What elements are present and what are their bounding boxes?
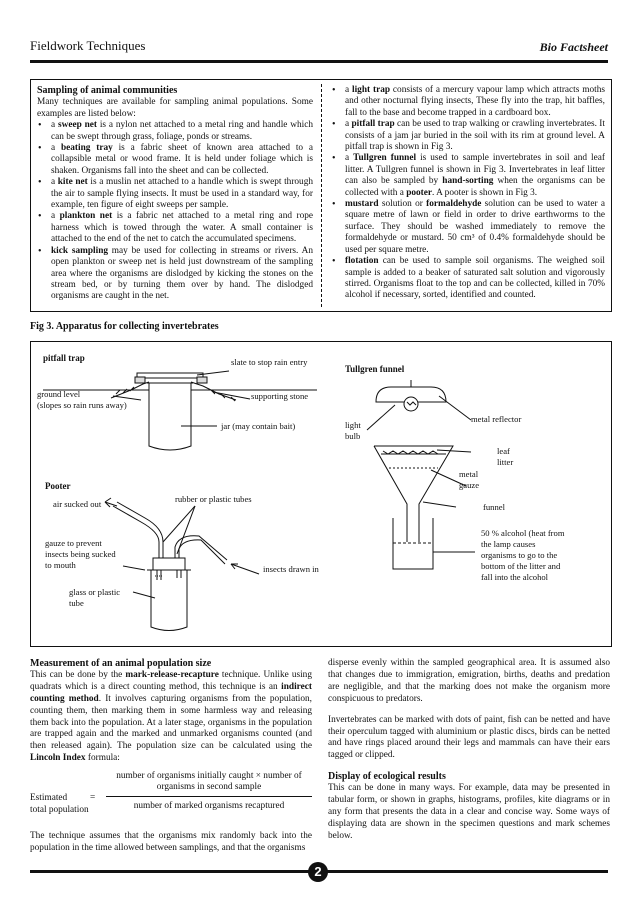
list-item: • a beating tray is a fabric sheet of known area attached to a collapsible metal or wood frame. It is held under foliage which is shaken. Organisms fall into the sheet and can be collected.: [37, 143, 313, 177]
apparatus-diagram: [31, 342, 611, 646]
tullgren-bulb-label-2: bulb: [345, 431, 361, 441]
sampling-left-column: [37, 85, 313, 303]
tullgren-title: Tullgren funnel: [345, 364, 405, 374]
header-publication: Bio Factsheet: [539, 40, 608, 54]
lincoln-index-formula: [30, 771, 312, 831]
pooter-drawing: [105, 498, 259, 631]
sampling-right-column: [331, 85, 605, 302]
display-title: Display of ecological results: [328, 771, 446, 783]
tullgren-alcohol-label-4: bottom of the litter and: [481, 561, 561, 571]
sampling-right-list: [331, 85, 605, 302]
figure-box: [30, 341, 612, 647]
list-item: • a light trap consists of a mercury vapour lamp which attracts moths and other nocturnal flying insects, These fly into the trap, hit baffles, fall to the base and become trapped in a cardboard box.: [331, 85, 605, 119]
measurement-column: [30, 658, 312, 855]
list-item: • kick sampling may be used for collecting in streams or rivers. An open plankton or sweep net is held just downstream of the sampling area where the organisms are dislodged by kicking the stones on the stream bed, or by turning them over by hand. The dislodged organisms are caught in the net.: [37, 246, 313, 303]
tullgren-leaf-label-2: litter: [497, 457, 514, 467]
pooter-tubes-label: rubber or plastic tubes: [175, 494, 252, 504]
formula-denominator: number of marked organisms recaptured: [133, 801, 285, 812]
pooter-title: Pooter: [45, 481, 71, 491]
pooter-insects-label: insects drawn in: [263, 564, 319, 574]
pitfall-ground-label: ground level: [37, 389, 81, 399]
tullgren-reflector-label: metal reflector: [471, 414, 522, 424]
column-divider: [321, 84, 322, 307]
pitfall-slopes-label: (slopes so rain runs away): [37, 400, 127, 410]
marking-methods: Invertebrates can be marked with dots of paint, fish can be netted and have their operculum tagged with aluminium or plastic discs, birds can be netted and have rings placed around their legs and mammals can have their ears tagged or clipped.: [328, 714, 610, 761]
pitfall-title: pitfall trap: [43, 353, 85, 363]
pitfall-slate-label: slate to stop rain entry: [231, 357, 308, 367]
pitfall-jar-label: jar (may contain bait): [221, 421, 296, 431]
tullgren-alcohol-label-1: 50 % alcohol (heat from: [481, 528, 565, 538]
tullgren-leaf-label-1: leaf: [497, 446, 510, 456]
pooter-gauze-label-2: insects being sucked: [45, 549, 116, 559]
measurement-title: Measurement of an animal population size: [30, 658, 212, 669]
page-number: 2: [308, 862, 328, 882]
pooter-gauze-label-1: gauze to prevent: [45, 538, 102, 548]
header-rule: [30, 60, 608, 63]
list-item: • a pitfall trap can be used to trap walking or crawling invertebrates. It consists of a jam jar buried in the soil with its rim at ground level. A pitfall trap is shown in Fig 3.: [331, 119, 605, 153]
measurement-assumptions: The technique assumes that the organisms mix randomly back into the population in the time allowed between samplings, and that the organisms: [30, 831, 312, 854]
pooter-glass-label-2: tube: [69, 598, 84, 608]
display-paragraph: This can be done in many ways. For example, data may be presented in tabular form, or shown in graphs, histograms, profiles, kite diagrams or in any form that presents the data in a clear and concise way. Some ways of displaying data are shown in the specimen questions and mark schemes below.: [328, 783, 610, 841]
list-item: • mustard solution or formaldehyde solution can be used to water a square metre of lawn or field in order to drive earthworms to the surface. They should be washed immediately to remove the formaldehyde or mustard. 50 cm³ of 0.4% formaldehyde should be used per square metre.: [331, 199, 605, 256]
pooter-air-label: air sucked out: [53, 499, 102, 509]
list-item: • a kite net is a muslin net attached to a handle which is swept through the air to sample flying insects. It must be used in a standard way, for example, ten figure of eight sweeps per sample.: [37, 177, 313, 211]
tullgren-alcohol-label-5: fall into the alcohol: [481, 572, 549, 582]
pooter-gauze-label-3: to mouth: [45, 560, 76, 570]
tullgren-bulb-label-1: light: [345, 420, 361, 430]
tullgren-alcohol-label-2: the lamp causes: [481, 539, 536, 549]
figure-title: Fig 3. Apparatus for collecting invertebrates: [30, 321, 219, 332]
formula-numerator: number of organisms initially caught × number of organisms in second sample: [116, 771, 302, 793]
sampling-intro: Many techniques are available for sampling animal populations. Some examples are listed below:: [37, 97, 313, 119]
formula-fraction-bar: [106, 796, 312, 797]
sampling-box: [30, 79, 612, 312]
assumptions-continued: disperse evenly within the sampled geographical area. It is assumed also that changes due to immigration, emigration, births, deaths and predation are negligible, and that the marking does not make the organism more conspicuous to predators.: [328, 658, 610, 704]
tullgren-funnel-label: funnel: [483, 502, 505, 512]
measurement-continued-column: [328, 658, 610, 843]
list-item: • a Tullgren funnel is used to sample invertebrates in soil and leaf litter. A Tullgren funnel is shown in Fig 3. Invertebrates in leaf litter can also be sampled by hand-sorting when the organisms can be collected with a pooter. A pooter is shown in Fig 3.: [331, 153, 605, 199]
tullgren-gauze-label-1: metal: [459, 469, 479, 479]
tullgren-alcohol-label-3: organisms to go to the: [481, 550, 558, 560]
list-item: • a sweep net is a nylon net attached to a metal ring and handle which can be swept through grass, foliage, ponds or streams.: [37, 120, 313, 143]
header-section-title: Fieldwork Techniques: [30, 38, 146, 53]
formula-equals: =: [90, 793, 96, 804]
list-item: • a plankton net is a fabric net attached to a metal ring and rope harness which is towed through the water. A small container is attached to the end of the net to catch the accumulated specimens.: [37, 211, 313, 245]
measurement-paragraph: This can be done by the mark-release-recapture technique. Unlike using quadrats which is a direct counting method, this technique is an indirect counting method. It involves capturing organisms from the population, counting them, then marking them in some harmless way and releasing them back into the population. At a later stage, organisms in the population are trapped again and the marked and unmarked organisms counted (and then released again). The population size can be calculated using the Lincoln Index formula:: [30, 669, 312, 764]
pitfall-stone-label: supporting stone: [251, 391, 309, 401]
sampling-left-list: [37, 120, 313, 303]
formula-lhs: Estimated total population: [30, 793, 89, 815]
page-header: [30, 38, 608, 60]
pooter-glass-label-1: glass or plastic: [69, 587, 121, 597]
tullgren-gauze-label-2: gauze: [459, 480, 480, 490]
sampling-title: Sampling of animal communities: [37, 85, 178, 96]
list-item: • flotation can be used to sample soil organisms. The weighed soil sample is added to a beaker of saturated salt solution and vigorously stirred. Organisms float to the top and can be collected, killed in 70% alcohol if necessary, sorted, identified and counted.: [331, 256, 605, 302]
